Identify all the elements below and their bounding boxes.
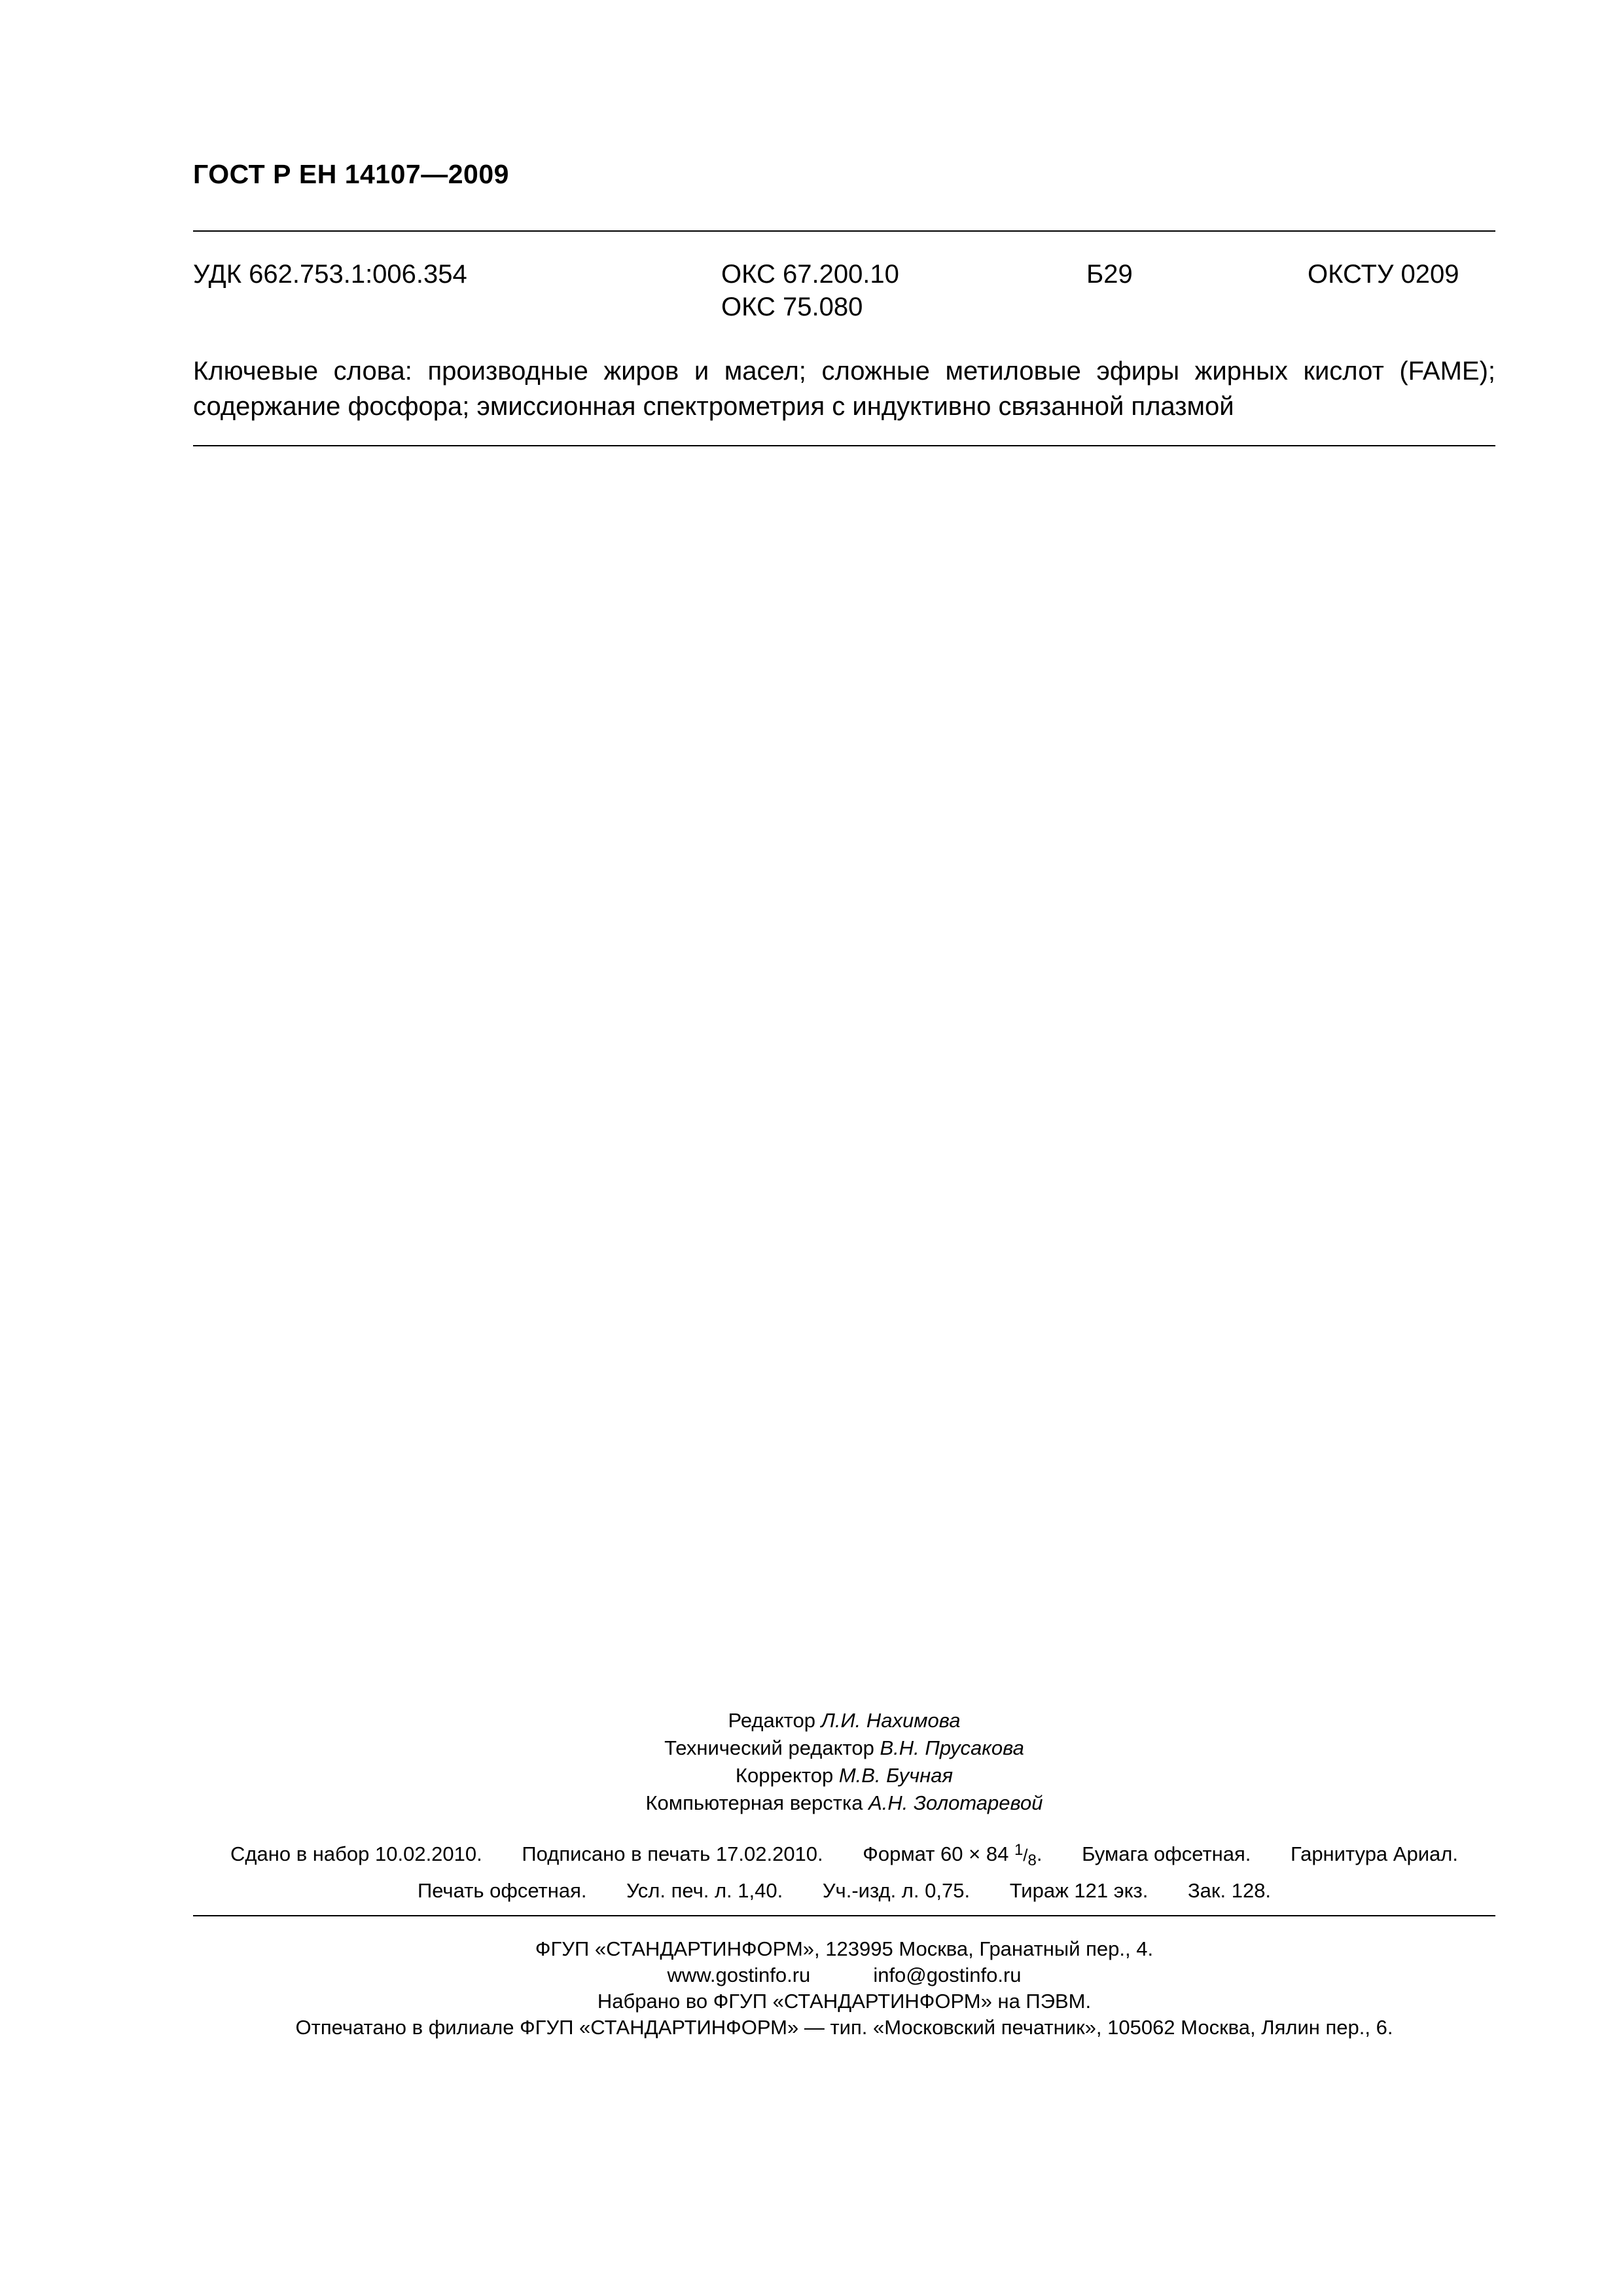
okstu-code: ОКСТУ 0209 xyxy=(1308,260,1459,289)
format-fraction: $^1/_8$ xyxy=(1014,1840,1037,1869)
submitted-date: Сдано в набор 10.02.2010. xyxy=(230,1842,482,1865)
format-label: Формат 60 × 84 xyxy=(863,1842,1009,1865)
publisher-website: www.gostinfo.ru xyxy=(667,1964,811,1986)
print-info-row-2 xyxy=(193,1877,1495,1905)
format-info: Формат 60 × 84 $^1/_8$. xyxy=(863,1840,1043,1869)
divider-top xyxy=(193,230,1495,232)
credit-label: Компьютерная верстка xyxy=(645,1791,863,1814)
udk-code: УДК 662.753.1:006.354 xyxy=(193,260,467,289)
typeface: Гарнитура Ариал. xyxy=(1291,1842,1458,1865)
order-number: Зак. 128. xyxy=(1187,1879,1272,1902)
print-type: Печать офсетная. xyxy=(417,1879,587,1902)
credit-label: Корректор xyxy=(735,1764,834,1787)
paper-type: Бумага офсетная. xyxy=(1082,1842,1251,1865)
divider-keywords xyxy=(193,445,1495,446)
signed-date: Подписано в печать 17.02.2010. xyxy=(522,1842,823,1865)
publisher-block xyxy=(193,1936,1495,2041)
credit-name: В.Н. Прусакова xyxy=(880,1736,1024,1759)
credit-editor xyxy=(193,1707,1495,1734)
credit-name: Л.И. Нахимова xyxy=(821,1709,961,1732)
credits-block xyxy=(193,1707,1495,1817)
credit-layout xyxy=(193,1789,1495,1817)
credit-corrector xyxy=(193,1762,1495,1789)
publisher-contacts xyxy=(193,1962,1495,1988)
publishing-sheets: Уч.-изд. л. 0,75. xyxy=(822,1879,971,1902)
oks-code-secondary: ОКС 75.080 xyxy=(721,293,863,321)
divider-bottom xyxy=(193,1915,1495,1916)
typeset-info: Набрано во ФГУП «СТАНДАРТИНФОРМ» на ПЭВМ. xyxy=(597,1990,1092,2013)
credit-label: Технический редактор xyxy=(664,1736,874,1759)
document-title: ГОСТ Р ЕН 14107—2009 xyxy=(193,159,509,189)
format-fraction-numerator: 1 xyxy=(1014,1840,1024,1859)
publisher-address: ФГУП «СТАНДАРТИНФОРМ», 123995 Москва, Гранатный пер., 4. xyxy=(535,1937,1154,1960)
oks-code-primary: ОКС 67.200.10 xyxy=(721,260,899,289)
keywords-paragraph: Ключевые слова: производные жиров и масел; сложные метиловые эфиры жирных кислот (FAME); содержание фосфора; эмиссионная спектрометрия с индуктивно связанной плазмой xyxy=(193,357,1495,421)
format-fraction-denominator: 8 xyxy=(1027,1851,1037,1869)
publisher-email: info@gostinfo.ru xyxy=(873,1964,1022,1986)
circulation: Тираж 121 экз. xyxy=(1009,1879,1149,1902)
print-info-row-1 xyxy=(193,1840,1495,1869)
credit-name: М.В. Бучная xyxy=(838,1764,954,1787)
printed-info: Отпечатано в филиале ФГУП «СТАНДАРТИНФОРМ» — тип. «Московский печатник», 105062 Москва, Лялин пер., 6. xyxy=(295,2016,1393,2039)
printed-sheets: Усл. печ. л. 1,40. xyxy=(626,1879,783,1902)
credit-tech-editor xyxy=(193,1734,1495,1762)
credit-name: А.Н. Золотаревой xyxy=(868,1791,1043,1814)
credit-label: Редактор xyxy=(728,1709,815,1732)
group-code: Б29 xyxy=(1086,260,1133,289)
